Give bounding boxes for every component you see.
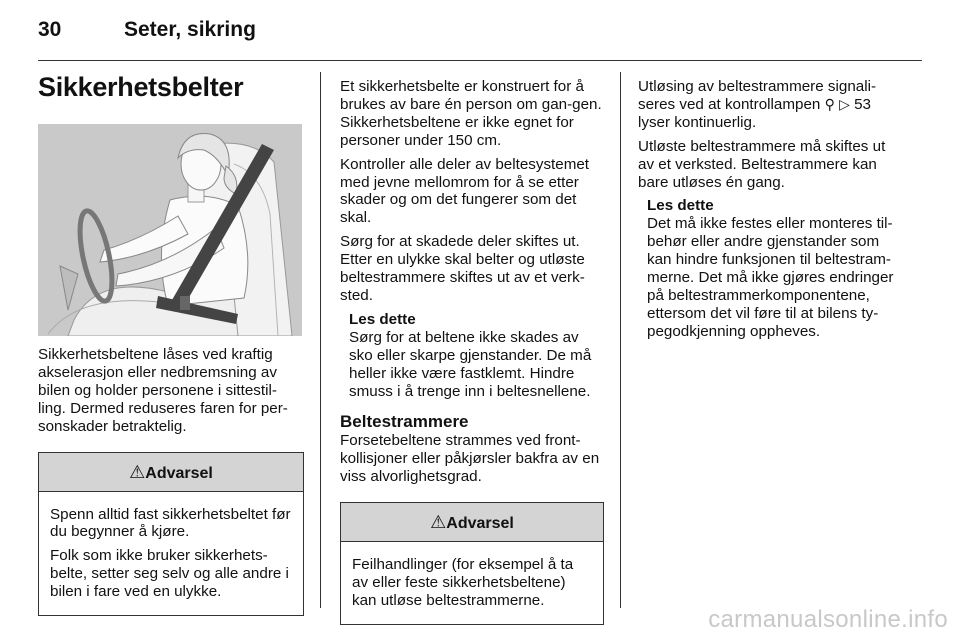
warning-text: Feilhandlinger (for eksempel å ta av eller feste sikkerhetsbeltene) kan utløse beltestrammerne. [352, 556, 574, 609]
warning-text: Spenn alltid fast sikkerhetsbeltet før du begynner å kjøre. [50, 505, 291, 541]
paragraph-text: Utløsing av beltestrammere signali-seres ved at kontrollampen [638, 78, 877, 113]
column-divider [320, 72, 321, 608]
page-header [38, 18, 922, 48]
note-block [340, 311, 604, 401]
warning-body [341, 542, 603, 624]
warning-label: Advarsel [446, 515, 514, 533]
column-2 [340, 78, 604, 625]
seatbelt-driver-illustration [38, 124, 302, 336]
note-text: Det må ikke festes eller monteres til-behør eller andre gjenstander som kan hindre funksjonen til beltestram-merne. Det må ikke gjøres endringer på beltestrammerkomponentene, ettersom det vil føre til at bilens ty-pegodkjenning oppheves. [647, 215, 894, 340]
warning-box [38, 452, 304, 617]
warning-box [340, 502, 604, 625]
paragraph: Utløste beltestrammere må skiftes ut av et verksted. Beltestrammere kan bare utløses én gang. [638, 137, 886, 191]
watermark: carmanualsonline.info [708, 606, 948, 633]
warning-header [341, 503, 603, 542]
warning-triangle-icon: ⚠ [129, 461, 146, 482]
page-reference[interactable]: 53 [854, 95, 872, 113]
note-title: Les dette [647, 197, 714, 215]
paragraph: Et sikkerhetsbelte er konstruert for å brukes av bare én person om gan-gen. Sikkerhetsbeltene er ikke egnet for personer under 150 cm. [340, 78, 602, 149]
note-title: Les dette [349, 310, 416, 328]
paragraph: Sørg for at skadede deler skiftes ut. Etter en ulykke skal belter og utløste beltestrammere skiftes ut av et verk-sted. [340, 233, 585, 304]
warning-text: Folk som ikke bruker sikkerhets-belte, setter seg selv og alle andre i bilen i fare ved en ulykke. [50, 547, 289, 601]
subheading: Beltestrammere [340, 412, 469, 432]
column-3 [638, 78, 904, 349]
note-block [638, 197, 904, 340]
running-title: Seter, sikring [124, 18, 256, 41]
warning-header [39, 453, 303, 492]
column-1 [38, 346, 304, 616]
header-divider [38, 60, 922, 61]
section-title: Sikkerhetsbelter [38, 72, 244, 102]
warning-triangle-icon: ⚠ [430, 512, 447, 533]
page-number: 30 [38, 18, 62, 41]
paragraph: Kontroller alle deler av beltesystemet med jevne mellomrom for å se etter skader og om det fungerer som det skal. [340, 155, 590, 227]
note-text: Sørg for at beltene ikke skades av sko eller skarpe gjenstander. De må heller ikke være fastklemt. Hindre smuss i å trenge inn i beltesnellene. [349, 328, 592, 400]
page-reference-arrow-icon: ▷ [839, 95, 850, 112]
intro-paragraph: Sikkerhetsbeltene låses ved kraftig akselerasjon eller nedbremsning av bilen og holder personene i sittestil-ling. Dermed reduseres faren for per-sonskader betraktelig. [38, 346, 288, 435]
paragraph-text: lyser kontinuerlig. [638, 113, 757, 131]
warning-label: Advarsel [145, 464, 213, 482]
warning-body [39, 492, 303, 616]
paragraph: Forsetebeltene strammes ved front-kollisjoner eller påkjørsler bakfra av en viss alvorlighetsgrad. [340, 432, 600, 486]
column-divider [620, 72, 621, 608]
seatbelt-warning-icon: ⚲ [824, 95, 835, 112]
paragraph [638, 78, 904, 132]
